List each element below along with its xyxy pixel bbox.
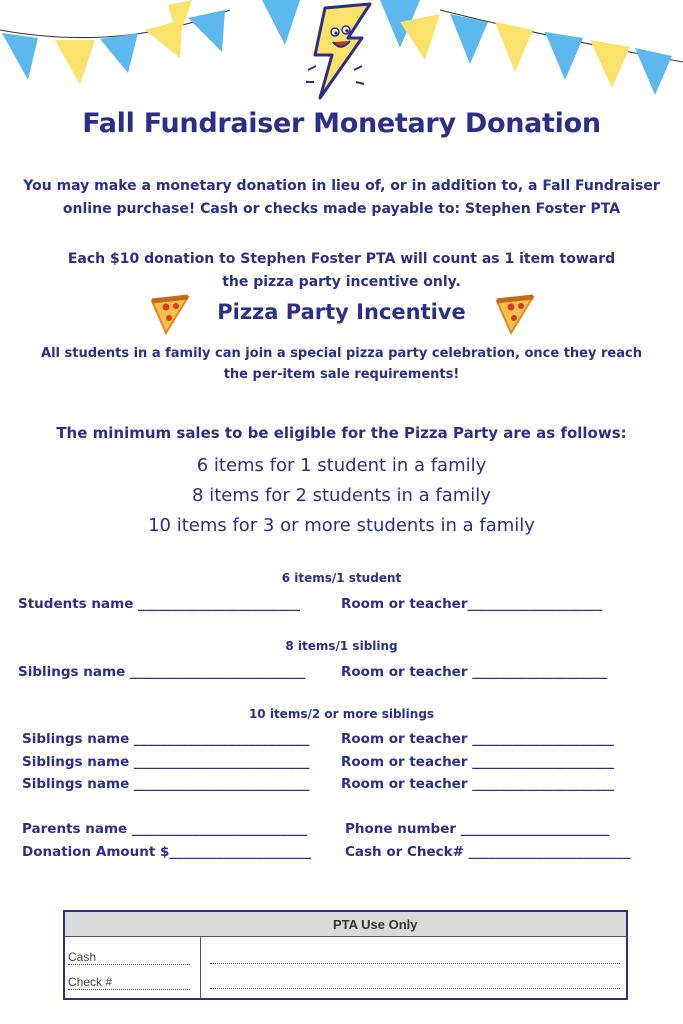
- flag: [100, 33, 138, 73]
- intro-line-1: You may make a monetary donation in lieu of, or in addition to, a Fall Fundraiser: [23, 178, 660, 194]
- section-heading-1-sibling: 8 items/1 sibling: [285, 639, 398, 653]
- flag: [495, 22, 533, 72]
- flag: [188, 10, 225, 52]
- cash-or-check-field[interactable]: Cash or Check# ________________________: [345, 844, 631, 860]
- minimum-sales-heading: The minimum sales to be eligible for the Pizza Party are as follows:: [56, 424, 627, 442]
- pta-box-divider: [200, 936, 201, 998]
- room-teacher-field[interactable]: Room or teacher____________________: [341, 596, 603, 612]
- parents-name-field[interactable]: Parents name __________________________: [22, 821, 308, 837]
- siblings-name-field[interactable]: Siblings name __________________________: [22, 776, 310, 792]
- section-heading-2-siblings: 10 items/2 or more siblings: [248, 707, 435, 721]
- pta-check-label: Check #: [68, 975, 190, 990]
- bunting-banner: [0, 0, 683, 110]
- flag: [262, 0, 300, 45]
- siblings-name-field[interactable]: Siblings name __________________________: [18, 664, 306, 680]
- room-teacher-field[interactable]: Room or teacher ____________________: [341, 664, 608, 680]
- pta-use-only-box: [63, 910, 628, 1000]
- pta-cash-label: Cash: [68, 950, 190, 965]
- flag: [545, 32, 583, 80]
- pizza-slice-icon: [493, 293, 537, 337]
- donation-note-line-1: Each $10 donation to Stephen Foster PTA will count as 1 item toward: [67, 251, 616, 267]
- requirement-item: 6 items for 1 student in a family: [196, 455, 487, 476]
- flag: [55, 40, 95, 85]
- students-name-field[interactable]: Students name ________________________: [18, 596, 301, 612]
- requirement-item: 10 items for 3 or more students in a family: [148, 515, 535, 536]
- room-teacher-field[interactable]: Room or teacher _____________________: [341, 754, 614, 770]
- pizza-desc-line-1: All students in a family can join a special pizza party celebration, once they reach: [41, 346, 642, 361]
- pta-check-line[interactable]: [210, 988, 620, 989]
- room-teacher-field[interactable]: Room or teacher _____________________: [341, 731, 614, 747]
- flag: [450, 14, 488, 64]
- donation-note-line-2: the pizza party incentive only.: [222, 274, 461, 290]
- intro-line-2: online purchase! Cash or checks made payable to: Stephen Foster PTA: [62, 201, 621, 217]
- section-heading-1-student: 6 items/1 student: [281, 571, 402, 585]
- pta-cash-line[interactable]: [210, 963, 620, 964]
- pizza-party-title: Pizza Party Incentive: [217, 300, 466, 324]
- flag: [400, 14, 440, 60]
- flag: [2, 33, 38, 80]
- siblings-name-field[interactable]: Siblings name __________________________: [22, 754, 310, 770]
- pta-box-header: PTA Use Only: [65, 912, 626, 937]
- phone-number-field[interactable]: Phone number ______________________: [345, 821, 610, 837]
- lightning-bolt-mascot-icon: [306, 4, 370, 98]
- page-title: Fall Fundraiser Monetary Donation: [82, 108, 601, 139]
- pizza-desc-line-2: the per-item sale requirements!: [223, 367, 460, 382]
- room-teacher-field[interactable]: Room or teacher _____________________: [341, 776, 614, 792]
- siblings-name-field[interactable]: Siblings name __________________________: [22, 731, 310, 747]
- flag: [635, 48, 672, 95]
- requirement-item: 8 items for 2 students in a family: [192, 485, 491, 506]
- flag: [590, 40, 630, 88]
- donation-amount-field[interactable]: Donation Amount $_____________________: [22, 844, 312, 860]
